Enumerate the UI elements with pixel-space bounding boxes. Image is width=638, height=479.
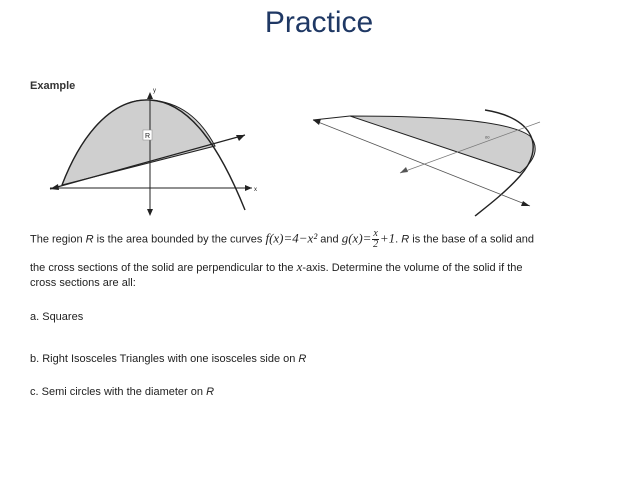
shaded-region-3d <box>350 116 535 173</box>
left-figure <box>40 88 270 218</box>
f-expression: f(x)=4−x² <box>265 230 318 246</box>
item-c: c. Semi circles with the diameter on R <box>30 386 215 398</box>
slice-label: ᵒᵒ <box>485 136 490 142</box>
item-a: a. Squares <box>30 311 84 323</box>
region-label: R <box>145 133 151 140</box>
g-expression-lhs: g(x)= <box>341 230 372 246</box>
problem-line-1: The region R is the area bounded by the curves f(x)=4−x² and g(x)= $\frac{x}{2}$ +1. R is the base of a solid and <box>30 228 534 250</box>
problem-line-3: cross sections are all: <box>30 277 136 289</box>
g-fraction: $\frac{x}{2}$ <box>373 228 379 250</box>
example-heading: Example <box>30 80 76 92</box>
right-figure <box>305 98 575 218</box>
x-axis-label: x <box>254 187 257 193</box>
problem-line-2: the cross sections of the solid are perpendicular to the x-axis. Determine the volume of the solid if the <box>30 259 523 274</box>
item-b: b. Right Isosceles Triangles with one isosceles side on R <box>30 353 307 365</box>
slide-title: Practice <box>264 6 374 39</box>
shaded-region <box>62 100 215 185</box>
y-axis-label: y <box>153 88 156 94</box>
